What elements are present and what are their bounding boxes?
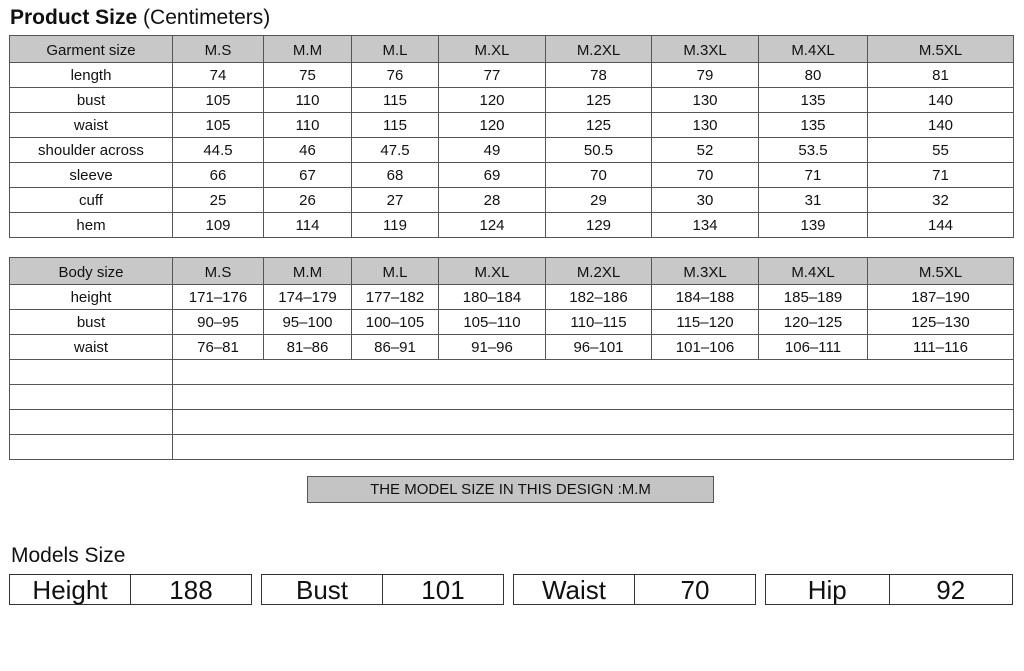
blank-cell [173,385,1014,410]
page-title-main: Product Size [10,6,138,29]
table-cell: 81 [868,63,1014,88]
table-cell: 115 [352,88,439,113]
table-cell: 125 [546,113,652,138]
table-cell: 184–188 [652,285,759,310]
table-cell: 46 [264,138,352,163]
size-header: M.3XL [652,36,759,63]
table-row [10,188,1014,213]
page-title-unit: (Centimeters) [143,6,271,29]
table-cell: 105–110 [439,310,546,335]
size-header: M.M [264,258,352,285]
table-cell: 30 [652,188,759,213]
blank-cell [173,435,1014,460]
table-cell: 144 [868,213,1014,238]
table-cell: 71 [868,163,1014,188]
size-header: M.L [352,36,439,63]
table-cell: 109 [173,213,264,238]
size-header: M.4XL [759,258,868,285]
table-cell: 91–96 [439,335,546,360]
size-header: M.S [173,258,264,285]
table-cell: 50.5 [546,138,652,163]
table-cell: 71 [759,163,868,188]
table-cell: 31 [759,188,868,213]
table-cell: 32 [868,188,1014,213]
table-cell: 80 [759,63,868,88]
blank-cell [173,360,1014,385]
table-cell: 119 [352,213,439,238]
table-cell: 70 [652,163,759,188]
table-cell: 129 [546,213,652,238]
table-cell: 70 [546,163,652,188]
size-header: M.5XL [868,36,1014,63]
model-waist-label: Waist [514,575,635,604]
table-cell: 120–125 [759,310,868,335]
table-cell: 69 [439,163,546,188]
table-cell: 75 [264,63,352,88]
size-header: M.XL [439,36,546,63]
table-row [10,335,1014,360]
table-cell: 177–182 [352,285,439,310]
garment-size-table [9,35,1014,238]
table-cell: 25 [173,188,264,213]
table-cell: 76 [352,63,439,88]
table-cell: 67 [264,163,352,188]
table-cell: 52 [652,138,759,163]
table-cell: 120 [439,88,546,113]
table-cell: 124 [439,213,546,238]
table-cell: 130 [652,88,759,113]
table-cell: 100–105 [352,310,439,335]
table-cell: 125 [546,88,652,113]
blank-row [10,435,1014,460]
page-title [10,6,270,30]
table-cell: 27 [352,188,439,213]
table-cell: 101–106 [652,335,759,360]
body-size-table [9,257,1014,460]
size-header: M.2XL [546,36,652,63]
model-hip-box [765,574,1013,605]
table-cell: 180–184 [439,285,546,310]
table-cell: 47.5 [352,138,439,163]
table-cell: 135 [759,88,868,113]
garment-header-label: Garment size [10,36,173,63]
model-bust-box [261,574,504,605]
table-cell: 49 [439,138,546,163]
table-cell: 86–91 [352,335,439,360]
table-cell: 81–86 [264,335,352,360]
table-cell: 77 [439,63,546,88]
model-hip-label: Hip [766,575,890,604]
table-cell: 115 [352,113,439,138]
table-cell: 110 [264,113,352,138]
table-cell: 134 [652,213,759,238]
table-cell: 130 [652,113,759,138]
size-header: M.L [352,258,439,285]
table-cell: 68 [352,163,439,188]
model-bust-value: 101 [421,575,465,605]
row-label: waist [10,113,173,138]
table-cell: 55 [868,138,1014,163]
table-cell: 135 [759,113,868,138]
blank-cell [10,360,173,385]
blank-row [10,385,1014,410]
table-row [10,310,1014,335]
table-cell: 125–130 [868,310,1014,335]
model-height-value: 188 [169,575,213,605]
size-header: M.M [264,36,352,63]
table-cell: 110 [264,88,352,113]
blank-cell [10,385,173,410]
table-cell: 95–100 [264,310,352,335]
table-cell: 44.5 [173,138,264,163]
table-cell: 120 [439,113,546,138]
row-label: shoulder across [10,138,173,163]
row-label: waist [10,335,173,360]
garment-header-row [10,36,1014,63]
model-hip-value: 92 [936,575,966,605]
table-row [10,138,1014,163]
table-row [10,63,1014,88]
table-cell: 105 [173,88,264,113]
table-cell: 110–115 [546,310,652,335]
table-row [10,163,1014,188]
models-size-title: Models Size [11,544,126,567]
table-row [10,285,1014,310]
table-row [10,213,1014,238]
table-cell: 174–179 [264,285,352,310]
size-header: M.XL [439,258,546,285]
size-header: M.S [173,36,264,63]
table-cell: 90–95 [173,310,264,335]
row-label: sleeve [10,163,173,188]
row-label: bust [10,310,173,335]
model-size-banner: THE MODEL SIZE IN THIS DESIGN :M.M [307,476,714,503]
table-cell: 115–120 [652,310,759,335]
size-header: M.5XL [868,258,1014,285]
table-cell: 114 [264,213,352,238]
body-header-label: Body size [10,258,173,285]
row-label: height [10,285,173,310]
size-header: M.2XL [546,258,652,285]
table-cell: 78 [546,63,652,88]
blank-row [10,360,1014,385]
size-header: M.3XL [652,258,759,285]
table-row [10,113,1014,138]
table-cell: 111–116 [868,335,1014,360]
blank-row [10,410,1014,435]
table-cell: 182–186 [546,285,652,310]
model-height-label: Height [10,575,131,604]
table-cell: 185–189 [759,285,868,310]
row-label: cuff [10,188,173,213]
size-header: M.4XL [759,36,868,63]
row-label: bust [10,88,173,113]
table-cell: 29 [546,188,652,213]
table-cell: 106–111 [759,335,868,360]
model-height-box [9,574,252,605]
row-label: length [10,63,173,88]
table-cell: 79 [652,63,759,88]
table-cell: 76–81 [173,335,264,360]
table-cell: 53.5 [759,138,868,163]
model-waist-value: 70 [680,575,710,605]
table-row [10,88,1014,113]
model-bust-label: Bust [262,575,383,604]
table-cell: 171–176 [173,285,264,310]
row-label: hem [10,213,173,238]
body-header-row [10,258,1014,285]
table-cell: 74 [173,63,264,88]
table-cell: 139 [759,213,868,238]
model-waist-box [513,574,756,605]
table-cell: 140 [868,113,1014,138]
table-cell: 187–190 [868,285,1014,310]
table-cell: 105 [173,113,264,138]
blank-cell [10,435,173,460]
table-cell: 66 [173,163,264,188]
table-cell: 140 [868,88,1014,113]
blank-cell [10,410,173,435]
blank-cell [173,410,1014,435]
table-cell: 96–101 [546,335,652,360]
table-cell: 26 [264,188,352,213]
table-cell: 28 [439,188,546,213]
